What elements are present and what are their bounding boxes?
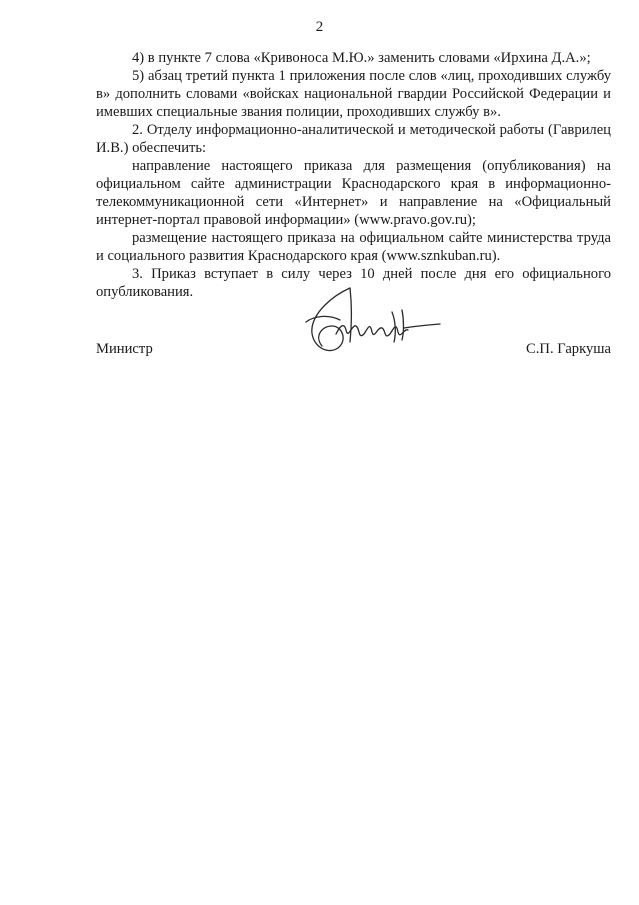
paragraph-item-4: 4) в пункте 7 слова «Кривоноса М.Ю.» заменить словами «Ирхина Д.А.»; xyxy=(132,50,591,66)
paragraph-website: размещение настоящего приказа на официальном сайте министерства труда и социального развития Краснодарского края (www.sznkuban.ru). xyxy=(96,230,611,264)
signature-block xyxy=(96,341,611,363)
paragraph-item-5: 5) абзац третий пункта 1 приложения после слов «лиц, проходивших службу в» дополнить словами «войсках национальной гвардии Российской Федерации и имевших специальные звания полиции, проходивших службу в». xyxy=(96,68,611,120)
signatory-title: Министр xyxy=(96,341,153,357)
document-body xyxy=(96,49,611,301)
paragraph-section-3: 3. Приказ вступает в силу через 10 дней после дня его официального опубликования. xyxy=(96,266,611,300)
signatory-name: С.П. Гаркуша xyxy=(526,341,611,357)
paragraph-publication: направление настоящего приказа для размещения (опубликования) на официальном сайте администрации Краснодарского края в информационно-телекоммуникационной сети «Интернет» и направление на «Официальный интернет-портал правовой информации» (www.pravo.gov.ru); xyxy=(96,158,611,228)
page-number: 2 xyxy=(315,19,324,35)
paragraph-section-2: 2. Отделу информационно-аналитической и методической работы (Гаврилец И.В.) обеспечить: xyxy=(96,122,611,156)
